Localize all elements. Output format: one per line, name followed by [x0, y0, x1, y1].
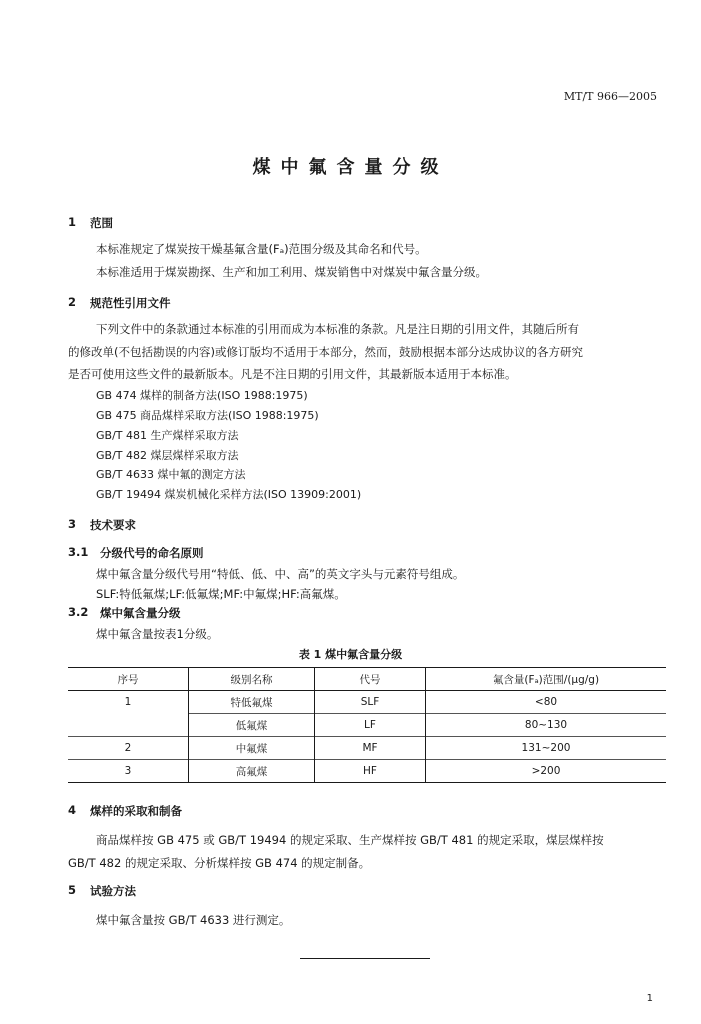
table-header-row [68, 668, 666, 691]
section-3-heading: 技术要求 [90, 518, 136, 532]
reference-item: GB/T 481 生产煤样采取方法 [96, 429, 239, 442]
column-header: 序号 [68, 668, 189, 691]
section-1-paragraph-2: 本标准适用于煤炭勘探、生产和加工利用、煤炭销售中对煤炭中氟含量分级。 [96, 265, 487, 279]
table-caption: 表 1 煤中氟含量分级 [298, 648, 403, 661]
section-3-number: 3 [68, 517, 77, 531]
cell-range: 131~200 [426, 737, 667, 760]
section-2-heading: 规范性引用文件 [90, 296, 171, 310]
page-number: 1 [646, 993, 653, 1004]
reference-item: GB/T 19494 煤炭机械化采样方法(ISO 13909:2001) [96, 488, 362, 501]
section-3-2-number: 3.2 [68, 605, 89, 619]
section-5-number: 5 [68, 883, 77, 897]
section-1-number: 1 [68, 215, 77, 229]
end-rule [300, 958, 430, 959]
reference-item: GB/T 4633 煤中氟的测定方法 [96, 468, 246, 481]
cell-code: MF [315, 737, 426, 760]
reference-item: GB/T 482 煤层煤样采取方法 [96, 449, 239, 462]
section-4-number: 4 [68, 803, 77, 817]
section-2-line-1: 下列文件中的条款通过本标准的引用而成为本标准的条款。凡是注日期的引用文件，其随后所有 [96, 322, 579, 336]
column-header: 级别名称 [189, 668, 315, 691]
section-4-heading: 煤样的采取和制备 [90, 804, 182, 818]
page-title: 煤中氟含量分级 [252, 157, 449, 178]
cell-grade-name: 低氟煤 [189, 714, 315, 737]
table-row [68, 760, 666, 783]
cell-grade-name: 高氟煤 [189, 760, 315, 783]
cell-grade-name: 特低氟煤 [189, 691, 315, 714]
section-5-heading: 试验方法 [90, 884, 136, 898]
cell-index: 1 [68, 691, 189, 714]
table-row [68, 691, 666, 714]
section-5-paragraph: 煤中氟含量按 GB/T 4633 进行测定。 [96, 913, 291, 927]
table-row [68, 737, 666, 760]
document-code: MT/T 966—2005 [563, 90, 657, 103]
section-2-line-3: 是否可使用这些文件的最新版本。凡是不注日期的引用文件，其最新版本适用于本标准。 [68, 367, 517, 381]
cell-code: SLF [315, 691, 426, 714]
section-4-line-1: 商品煤样按 GB 475 或 GB/T 19494 的规定采取、生产煤样按 GB/T 481 的规定采取，煤层煤样按 [96, 833, 604, 847]
section-3-2-paragraph: 煤中氟含量按表1分级。 [96, 627, 219, 641]
section-3-1-paragraph-2: SLF:特低氟煤;LF:低氟煤;MF:中氟煤;HF:高氟煤。 [96, 587, 346, 601]
cell-range: <80 [426, 691, 667, 714]
section-4-line-2: GB/T 482 的规定采取、分析煤样按 GB 474 的规定制备。 [68, 856, 371, 870]
fluorine-classification-table [68, 667, 666, 783]
section-1-heading: 范围 [90, 216, 113, 230]
reference-item: GB 475 商品煤样采取方法(ISO 1988:1975) [96, 409, 319, 422]
section-3-1-paragraph-1: 煤中氟含量分级代号用“特低、低、中、高”的英文字头与元素符号组成。 [96, 567, 465, 581]
section-1-paragraph-1: 本标准规定了煤炭按干燥基氟含量(Fₐ)范围分级及其命名和代号。 [96, 242, 427, 256]
column-header: 氟含量(Fₐ)范围/(μg/g) [426, 668, 667, 691]
table-row [68, 714, 666, 737]
cell-code: LF [315, 714, 426, 737]
section-3-2-heading: 煤中氟含量分级 [100, 606, 181, 620]
cell-index [68, 714, 189, 737]
cell-range: 80~130 [426, 714, 667, 737]
section-2-line-2: 的修改单(不包括勘误的内容)或修订版均不适用于本部分，然而，鼓励根据本部分达成协议的各方研究 [68, 345, 583, 359]
cell-code: HF [315, 760, 426, 783]
cell-grade-name: 中氟煤 [189, 737, 315, 760]
section-3-1-heading: 分级代号的命名原则 [100, 546, 204, 560]
section-2-number: 2 [68, 295, 77, 309]
cell-index: 3 [68, 760, 189, 783]
cell-range: >200 [426, 760, 667, 783]
cell-index: 2 [68, 737, 189, 760]
reference-item: GB 474 煤样的制备方法(ISO 1988:1975) [96, 389, 308, 402]
column-header: 代号 [315, 668, 426, 691]
section-3-1-number: 3.1 [68, 545, 89, 559]
